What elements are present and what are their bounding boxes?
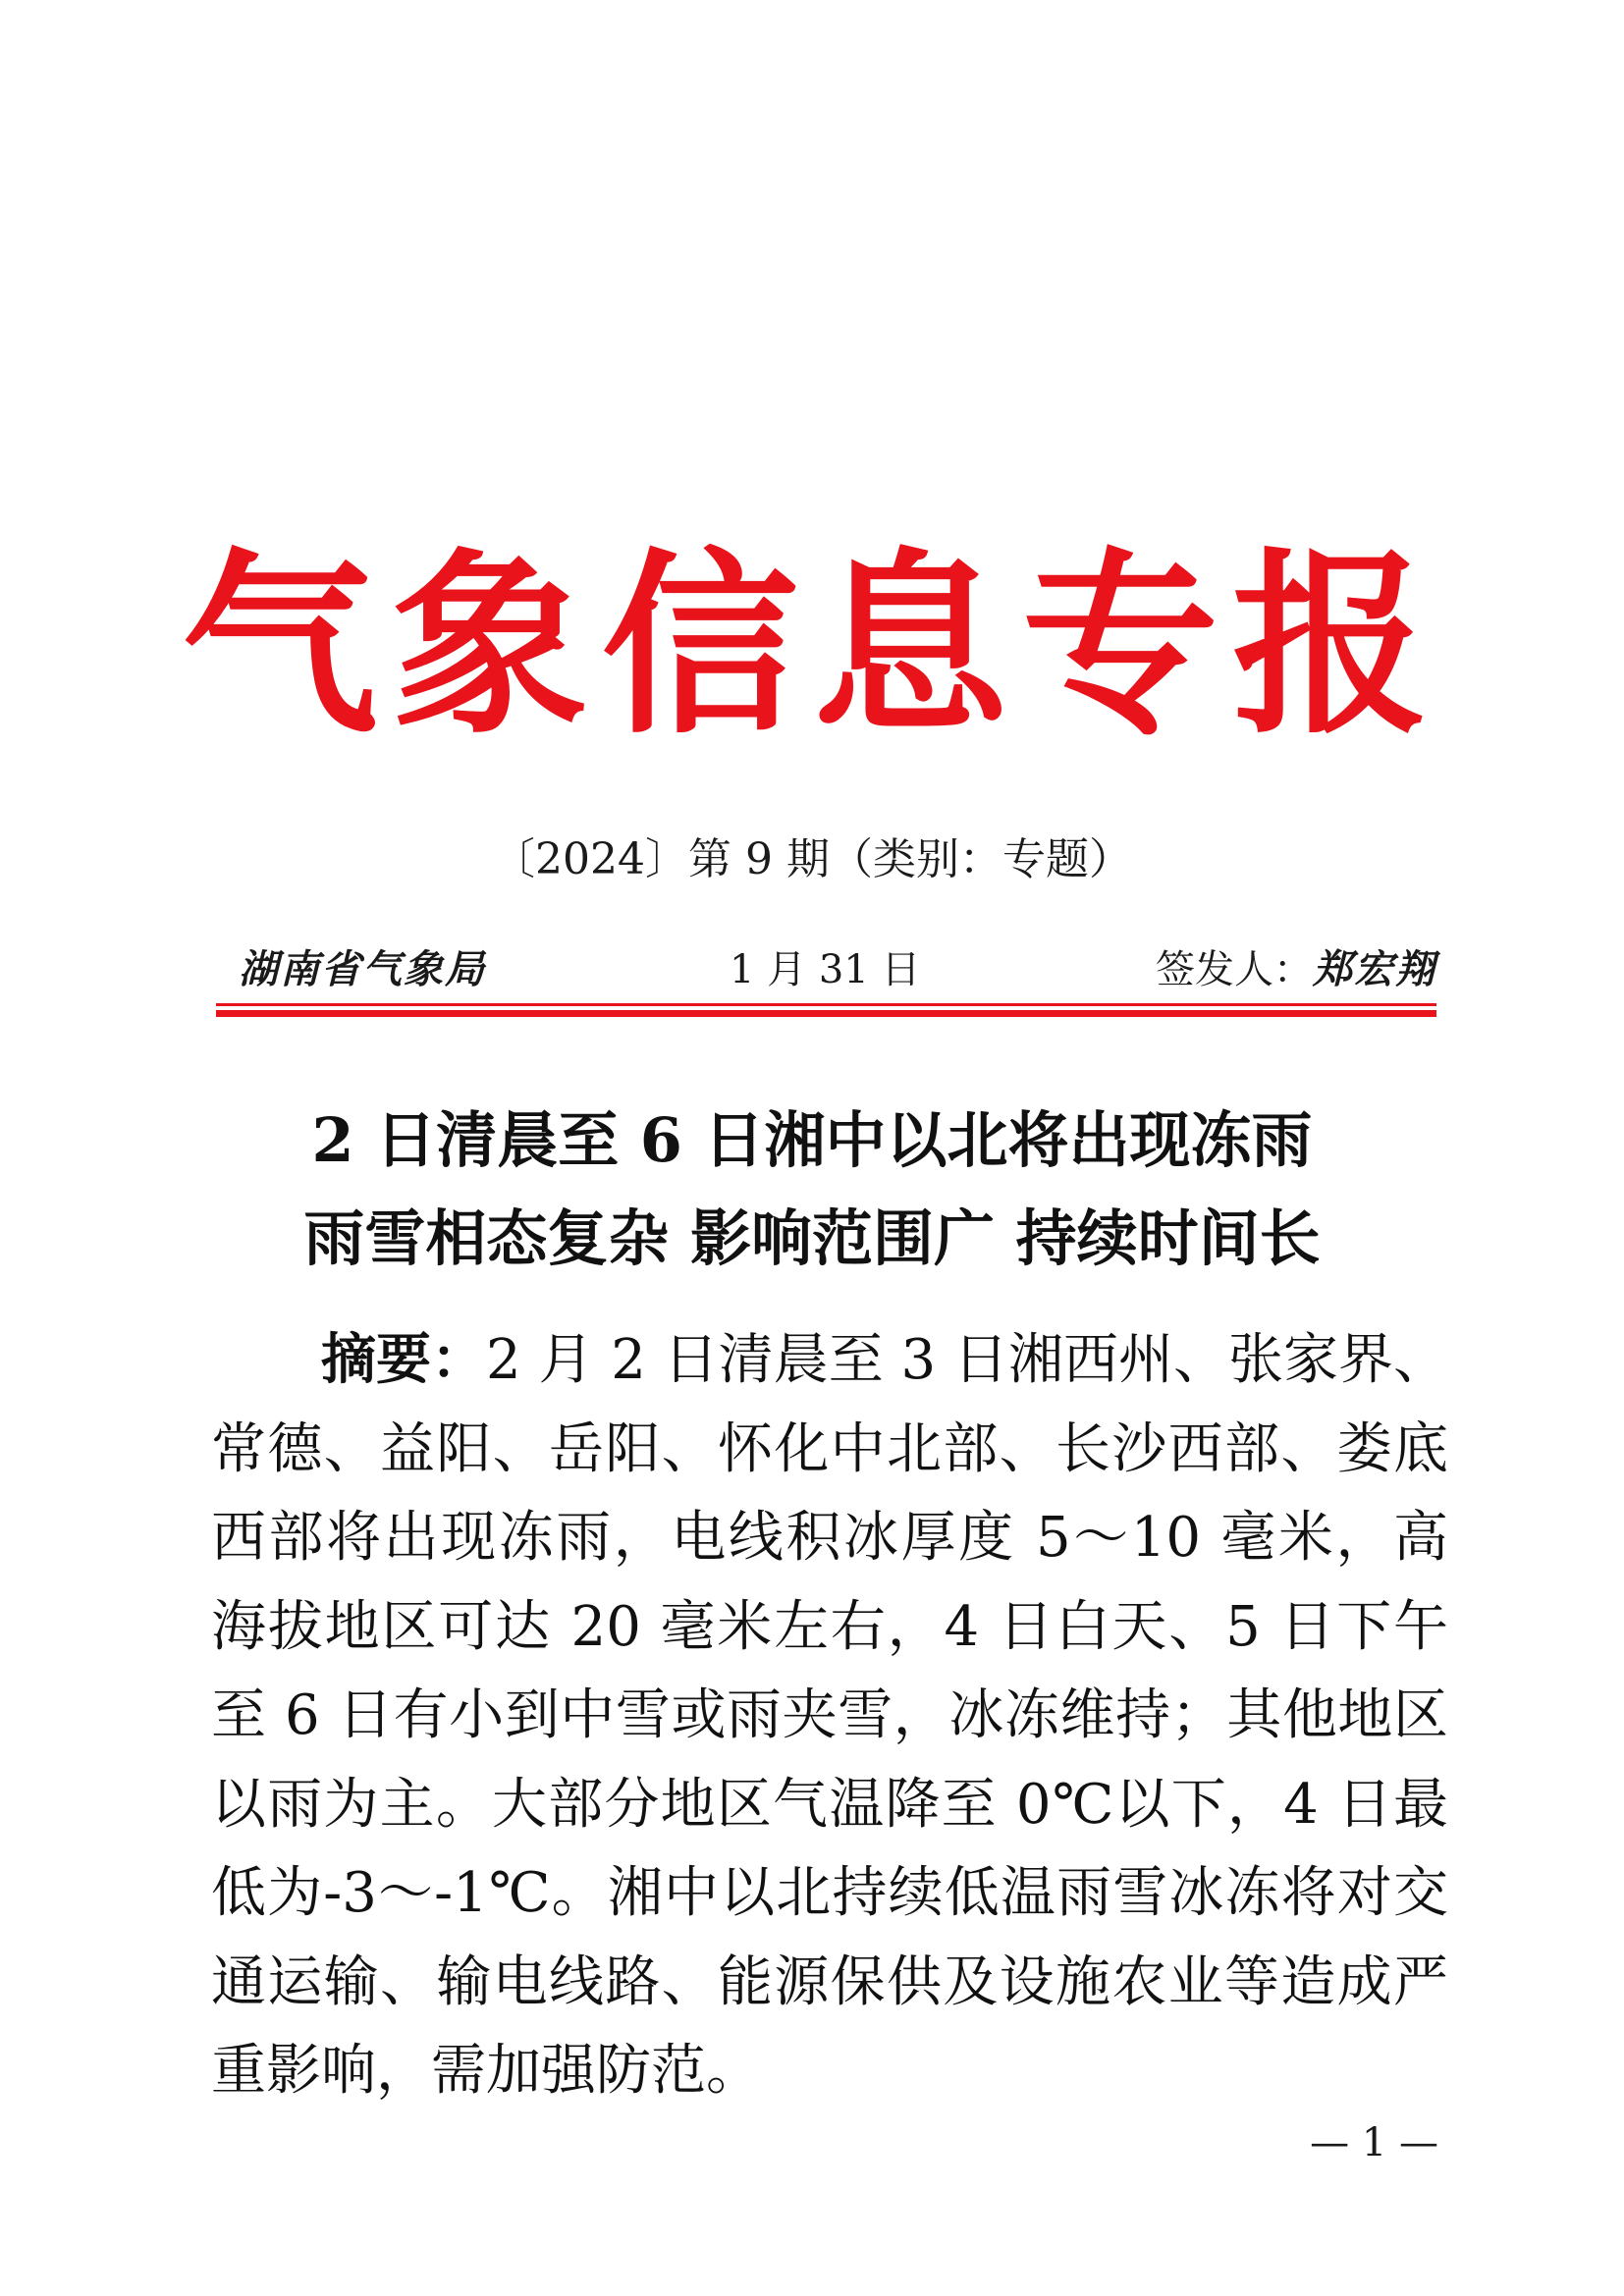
headline-line-1: 2 日清晨至 6 日湘中以北将出现冻雨: [311, 1104, 1313, 1176]
summary-text: 2 月 2 日清晨至 3 日湘西州、张家界、常德、益阳、岳阳、怀化中北部、长沙西部、娄底西部将出现冻雨，电线积冰厚度 5～10 毫米，高海拔地区可达 20 毫米左右，4 日白天、5 日下午至 6 日有小到中雪或雨夹雪，冰冻维持；其他地区以雨为主。大部分地区气温降至 0℃以下，4 日最低为-3～-1℃。湘中以北持续低温雨雪冰冻将对交通运输、输电线路、能源保供及设施农业等造成严重影响，需加强防范。: [211, 1328, 1449, 2103]
issuing-organization: 湖南省气象局: [239, 946, 486, 992]
issue-number: 〔2024〕第 9 期（类别：专题）: [492, 834, 1132, 884]
page-number: — 1 —: [1310, 2120, 1438, 2165]
issue-date: 1 月 31 日: [730, 947, 921, 992]
summary-paragraph: [211, 1315, 1448, 2116]
signer: [1156, 940, 1436, 999]
masthead-title: 气象信息专报: [181, 530, 1442, 761]
signer-name: 郑宏翔: [1313, 946, 1436, 992]
red-divider-thin: [216, 1003, 1436, 1006]
summary-label: 摘要：: [321, 1327, 487, 1392]
headline-line-2: 雨雪相态复杂 影响范围广 持续时间长: [303, 1202, 1321, 1274]
signer-label: 签发人：: [1156, 947, 1313, 992]
info-row: [239, 940, 1436, 999]
red-divider-thick: [216, 1010, 1436, 1017]
